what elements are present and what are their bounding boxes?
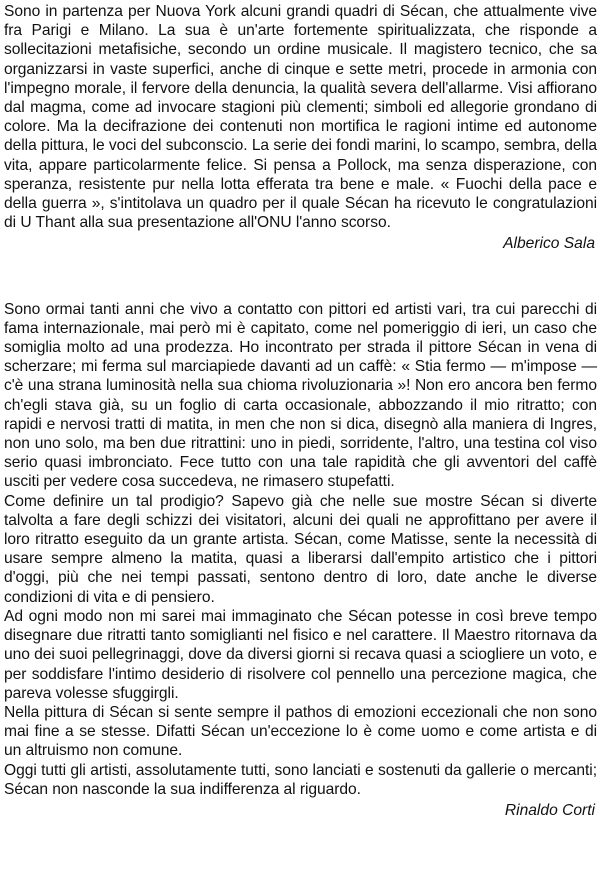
article-paragraph: Come definire un tal prodigio? Sapevo già che nelle sue mostre Sécan si diverte talvolta a fare degli schizzi dei visitatori, alcuni dei quali ne approfittano per avere il loro ritratto eseguito da un grante artista. Sécan, come Matisse, sente la necessità di usare sempre almeno la matita, quasi a liberarsi dall'empito artistico che i pittori d'oggi, più che nei tempi passati, sentono dentro di loro, date anche le diverse condizioni di vita e di pensiero. [4, 492, 597, 606]
article-alberico-sala [4, 2, 597, 254]
article-rinaldo-corti [4, 300, 597, 820]
document-page [4, 2, 597, 820]
author-signature: Alberico Sala [503, 235, 595, 253]
article-paragraph: Sono ormai tanti anni che vivo a contatto con pittori ed artisti vari, tra cui parecchi di fama internazionale, mai però mi è capitato, come nel pomeriggio di ieri, un caso che somiglia molto ad una prodezza. Ho incontrato per strada il pittore Sécan in vena di scherzare; mi ferma sul marciapiede davanti ad un caffè: « Stia fermo — m'impose — c'è una strana luminosità nella sua chioma rivoluzionaria »! Non ero ancora ben fermo ch'egli stava già, su un foglio di carta occasionale, abbozzando il mio ritratto; con rapidi e nervosi tratti di matita, in men che non si dica, disegnò alla maniera di Ingres, non uno solo, ma ben due ritrattini: uno in piedi, sorridente, l'altro, una testina col viso serio quasi imbronciato. Fece tutto con una tale rapidità che gli avventori del caffè usciti per vedere cosa succedeva, ne rimasero stupefatti. [4, 300, 597, 491]
author-signature: Rinaldo Corti [504, 801, 595, 819]
article-paragraph: Oggi tutti gli artisti, assolutamente tutti, sono lanciati e sostenuti da gallerie o mercanti; Sécan non nasconde la sua indifferenza al riguardo. [4, 761, 597, 798]
article-paragraph: Ad ogni modo non mi sarei mai immaginato che Sécan potesse in così breve tempo disegnare due ritratti tanto somiglianti nel fisico e nel carattere. Il Maestro ritornava da uno dei suoi pellegrinaggi, dove da diversi giorni si recava quasi a sciogliere un voto, e per soddisfare l'intimo desiderio di risolvere col pennello una percezione magica, che pareva volesse sfuggirgli. [4, 607, 597, 702]
article-paragraph: Nella pittura di Sécan si sente sempre il pathos di emozioni eccezionali che non sono mai fine a se stesse. Difatti Sécan un'eccezione lo è come uomo e come artista e di un altruismo non comune. [4, 703, 597, 760]
article-paragraph: Sono in partenza per Nuova York alcuni grandi quadri di Sécan, che attualmente vive fra Parigi e Milano. La sua è un'arte fortemente spiritualizzata, che risponde a sollecitazioni metafisiche, secondo un ordine musicale. Il magistero tecnico, che sa organizzarsi in vaste superfici, anche di cinque e sette metri, procede in armonia con l'impegno morale, il fervore della denuncia, la qualità severa dell'allarme. Visi affiorano dal magma, come ad invocare stagioni più clementi; simboli ed allegorie grondano di colore. Ma la decifrazione dei contenuti non mortifica le ragioni intime ed autonome della pittura, le voci del subconscio. La serie dei fondi marini, lo scampo, sembra, della vita, appare particolarmente felice. Si pensa a Pollock, ma senza disperazione, con speranza, resistente pur nella lotta efferata tra bene e male. « Fuochi della pace e della guerra », s'intitolava un quadro per il quale Sécan ha ricevuto le congratulazioni di U Thant alla sua presentazione all'ONU l'anno scorso. [4, 3, 597, 232]
